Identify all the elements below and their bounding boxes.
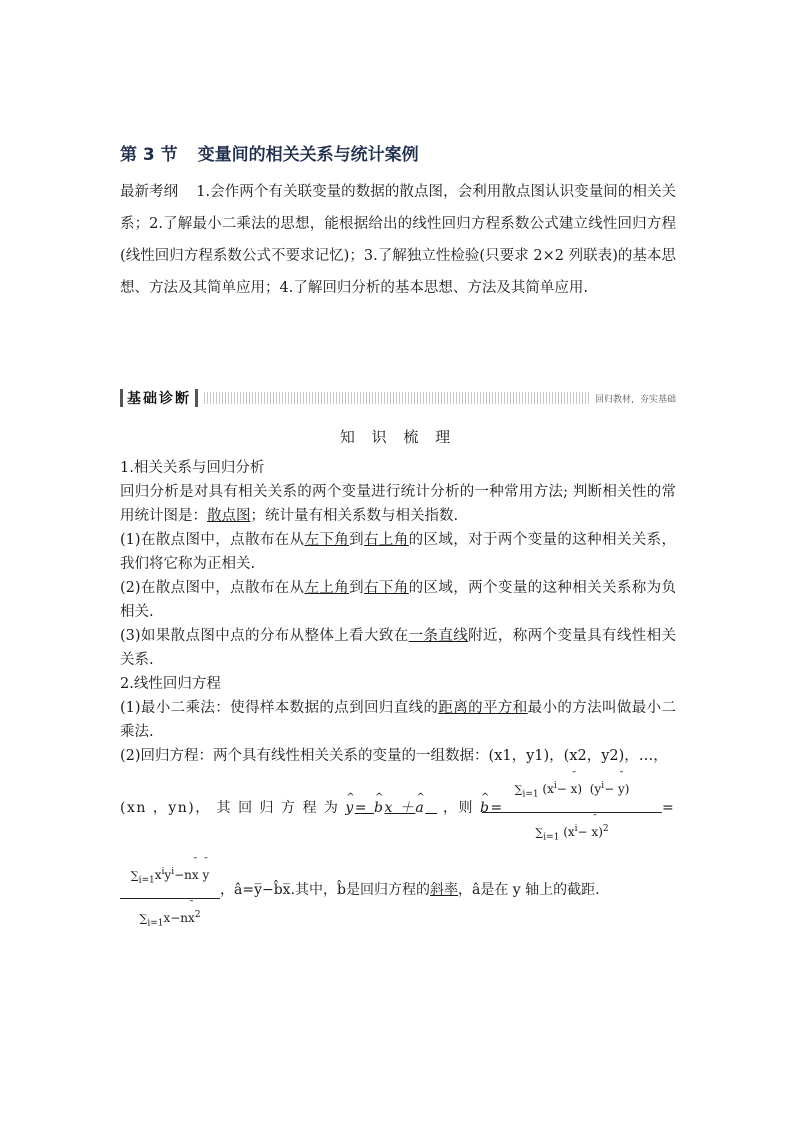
section-number: 第 3 节 xyxy=(120,145,178,165)
b-hat-fraction: $\sum_{i=1}$ ($x^i-$ ¯ x) ($y^i-$ ¯ y) $\sum_{i=1}$ ($x^i-$ ¯ x)$^2$ xyxy=(482,774,662,850)
paragraph-4: (3)如果散点图中点的分布从整体上看大致在一条直线附近，称两个变量具有线性相关关系. xyxy=(120,628,676,668)
syllabus-label: 最新考纲 xyxy=(120,184,179,200)
syllabus-intro xyxy=(120,176,676,304)
syllabus-text: 1.会作两个有关联变量的数据的散点图，会利用散点图认识变量间的相关关系；2.了解最小二乘法的思想，能根据给出的线性回归方程系数公式建立线性回归方程(线性回归方程系数公式不要求记忆)；3.了解独立性检验(只要求 2×2 列联表)的基本思想、方法及其简单应用；4.了解回归分析的基本思想、方法及其简单应用. xyxy=(120,184,676,296)
regression-equation: ^ y= ^ bx ＋^ a xyxy=(345,800,437,816)
paragraph-3: (2)在散点图中，点散布在从左上角到右下角的区域，两个变量的这种相关关系称为负相关. xyxy=(120,580,677,620)
knowledge-heading: 知 识 梳 理 xyxy=(339,428,457,446)
banner-title: 基础诊断 xyxy=(127,391,191,407)
regression-formula: (xn ，yn)， 其 回 归 方 程 为 ^ y= ^ bx ＋^ a ，则 ^ b= $\sum_{i=1}$ ($x^i-$ ¯ x) ($y^i-$ ¯ y) $\sum_{i=1}$ ($x^i-$ ¯ x)$^2$ = xyxy=(120,768,676,848)
section-banner xyxy=(120,388,676,408)
banner-bar-right xyxy=(195,389,198,407)
section-title: 变量间的相关关系与统计案例 xyxy=(197,145,419,165)
heading-1: 1.相关关系与回归分析 xyxy=(120,460,265,476)
paragraph-2: (1)在散点图中，点散布在从左下角到右上角的区域，对于两个变量的这种相关关系，我们将它称为正相关. xyxy=(120,532,677,572)
b-hat-formula-2 xyxy=(120,854,676,929)
formula-tail: ，â=y̅−b̂x̅.其中，b̂是回归方程的斜率，â是在 y 轴上的截距. xyxy=(220,882,600,898)
page-title xyxy=(120,140,419,165)
paragraph-6: (2)回归方程：两个具有线性相关关系的变量的一组数据：(x1，y1)，(x2，y2)，…， xyxy=(120,748,668,764)
paragraph-1: 回归分析是对具有相关关系的两个变量进行统计分析的一种常用方法; 判断相关性的常用统计图是：散点图；统计量有相关系数与相关指数. xyxy=(120,484,676,524)
formula-lead: (xn ，yn)， 其 回 归 方 程 为 ^ y= ^ bx ＋^ a ，则 ^ b= xyxy=(120,796,504,820)
heading-2: 2.线性回归方程 xyxy=(120,676,221,692)
banner-tag: 回归教材，夯实基础 xyxy=(594,394,676,405)
b-hat-fraction-2: $\sum_{i=1}x^iy^i-n¯$ x ¯ y $\sum_{i=1}x-n¯$ $x^2$ xyxy=(120,860,220,936)
banner-fill xyxy=(204,392,589,404)
knowledge-body xyxy=(120,456,677,929)
paragraph-5: (1)最小二乘法：使得样本数据的点到回归直线的距离的平方和最小的方法叫做最小二乘法. xyxy=(120,700,677,740)
